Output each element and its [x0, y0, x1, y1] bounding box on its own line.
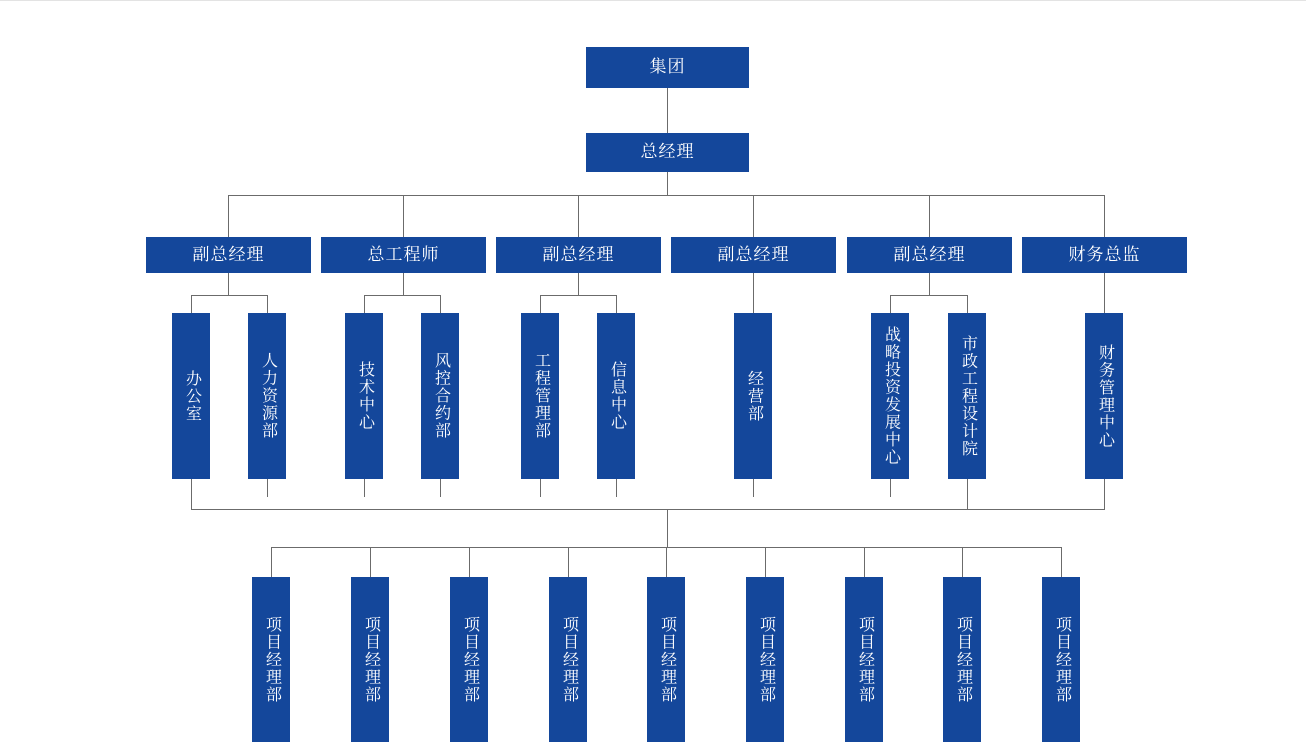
node-project-4-label: 项目经理部 — [560, 615, 578, 704]
node-department-8[interactable] — [871, 313, 909, 479]
node-department-10-label: 财务管理中心 — [1096, 343, 1114, 449]
node-executive-2-label: 总工程师 — [367, 244, 440, 264]
node-general-manager-label: 总经理 — [640, 142, 695, 162]
connector-exec-riser-6 — [1104, 195, 1105, 237]
connector-dept1-down — [191, 479, 192, 509]
connector-exec4-drop — [753, 273, 754, 313]
connector-exec2-bus — [364, 295, 440, 296]
connector-exec1-drop — [228, 273, 229, 295]
node-project-3-label: 项目经理部 — [461, 615, 479, 704]
connector-project5-riser — [666, 547, 667, 577]
node-executive-5[interactable] — [847, 237, 1012, 273]
connector-exec2-drop — [403, 273, 404, 295]
node-executive-6-label: 财务总监 — [1068, 244, 1141, 264]
connector-dept6-riser — [616, 295, 617, 313]
node-project-2[interactable] — [351, 577, 389, 742]
connector-project2-riser — [370, 547, 371, 577]
node-executive-1[interactable] — [146, 237, 311, 273]
node-executive-1-label: 副总经理 — [192, 244, 265, 264]
connector-exec-riser-3 — [578, 195, 579, 237]
connector-dept7-down — [753, 479, 754, 497]
node-department-1[interactable] — [172, 313, 210, 479]
connector-exec3-bus — [540, 295, 616, 296]
node-project-7-label: 项目经理部 — [856, 615, 874, 704]
node-project-2-label: 项目经理部 — [362, 615, 380, 704]
node-executive-3-label: 副总经理 — [542, 244, 615, 264]
connector-dept2-down — [267, 479, 268, 497]
node-project-1[interactable] — [252, 577, 290, 742]
connector-project6-riser — [765, 547, 766, 577]
node-department-2-label: 人力资源部 — [259, 352, 277, 440]
node-executive-4-label: 副总经理 — [717, 244, 790, 264]
node-project-9[interactable] — [1042, 577, 1080, 742]
connector-exec1-bus — [191, 295, 267, 296]
connector-dept4-riser — [440, 295, 441, 313]
node-department-5-label: 工程管理部 — [532, 352, 550, 440]
connector-exec-riser-4 — [753, 195, 754, 237]
node-project-8[interactable] — [943, 577, 981, 742]
connector-dept8-down — [890, 479, 891, 497]
connector-exec3-drop — [578, 273, 579, 295]
connector-exec5-bus — [890, 295, 967, 296]
node-department-3-label: 技术中心 — [356, 361, 374, 431]
node-department-4[interactable] — [421, 313, 459, 479]
connector-dept10-down — [1104, 479, 1105, 509]
connector-dept9-riser — [967, 295, 968, 313]
node-department-3[interactable] — [345, 313, 383, 479]
node-project-9-label: 项目经理部 — [1053, 615, 1071, 704]
node-department-9-label: 市政工程设计院 — [959, 334, 977, 458]
node-department-7[interactable] — [734, 313, 772, 479]
node-group-label: 集团 — [649, 57, 686, 77]
node-project-4[interactable] — [549, 577, 587, 742]
node-department-1-label: 办公室 — [183, 369, 201, 423]
node-department-7-label: 经营部 — [745, 369, 763, 423]
connector-executive-bus — [228, 195, 1105, 196]
connector-exec6-drop — [1104, 273, 1105, 313]
connector-exec-riser-2 — [403, 195, 404, 237]
node-department-2[interactable] — [248, 313, 286, 479]
node-project-8-label: 项目经理部 — [954, 615, 972, 704]
connector-exec5-drop — [929, 273, 930, 295]
node-project-5[interactable] — [647, 577, 685, 742]
connector-dept5-riser — [540, 295, 541, 313]
connector-exec-riser-5 — [929, 195, 930, 237]
connector-project3-riser — [469, 547, 470, 577]
node-department-6-label: 信息中心 — [608, 361, 626, 431]
node-general-manager[interactable] — [586, 133, 749, 172]
node-executive-3[interactable] — [496, 237, 661, 273]
top-divider — [0, 0, 1306, 1]
node-project-5-label: 项目经理部 — [658, 615, 676, 704]
connector-dept3-down — [364, 479, 365, 497]
node-group[interactable] — [586, 47, 749, 88]
connector-exec-riser-1 — [228, 195, 229, 237]
node-executive-6[interactable] — [1022, 237, 1187, 273]
node-department-9[interactable] — [948, 313, 986, 479]
connector-dept-collector — [191, 509, 1105, 510]
connector-dept1-riser — [191, 295, 192, 313]
connector-collector-drop — [667, 509, 668, 547]
connector-group-to-gm — [667, 88, 668, 134]
connector-dept4-down — [440, 479, 441, 497]
node-project-6-label: 项目经理部 — [757, 615, 775, 704]
connector-project4-riser — [568, 547, 569, 577]
node-department-4-label: 风控合约部 — [432, 352, 450, 440]
node-project-7[interactable] — [845, 577, 883, 742]
node-department-5[interactable] — [521, 313, 559, 479]
node-department-8-label: 战略投资发展中心 — [882, 326, 900, 466]
connector-project9-riser — [1061, 547, 1062, 577]
connector-dept6-down — [616, 479, 617, 497]
connector-project7-riser — [864, 547, 865, 577]
connector-dept5-down — [540, 479, 541, 497]
connector-dept8-riser — [890, 295, 891, 313]
node-project-6[interactable] — [746, 577, 784, 742]
node-department-10[interactable] — [1085, 313, 1123, 479]
connector-dept3-riser — [364, 295, 365, 313]
node-department-6[interactable] — [597, 313, 635, 479]
node-project-3[interactable] — [450, 577, 488, 742]
node-executive-2[interactable] — [321, 237, 486, 273]
node-executive-5-label: 副总经理 — [893, 244, 966, 264]
connector-dept2-riser — [267, 295, 268, 313]
node-executive-4[interactable] — [671, 237, 836, 273]
connector-project8-riser — [962, 547, 963, 577]
connector-project1-riser — [271, 547, 272, 577]
connector-gm-drop — [667, 172, 668, 195]
connector-dept9-down — [967, 479, 968, 509]
node-project-1-label: 项目经理部 — [263, 615, 281, 704]
